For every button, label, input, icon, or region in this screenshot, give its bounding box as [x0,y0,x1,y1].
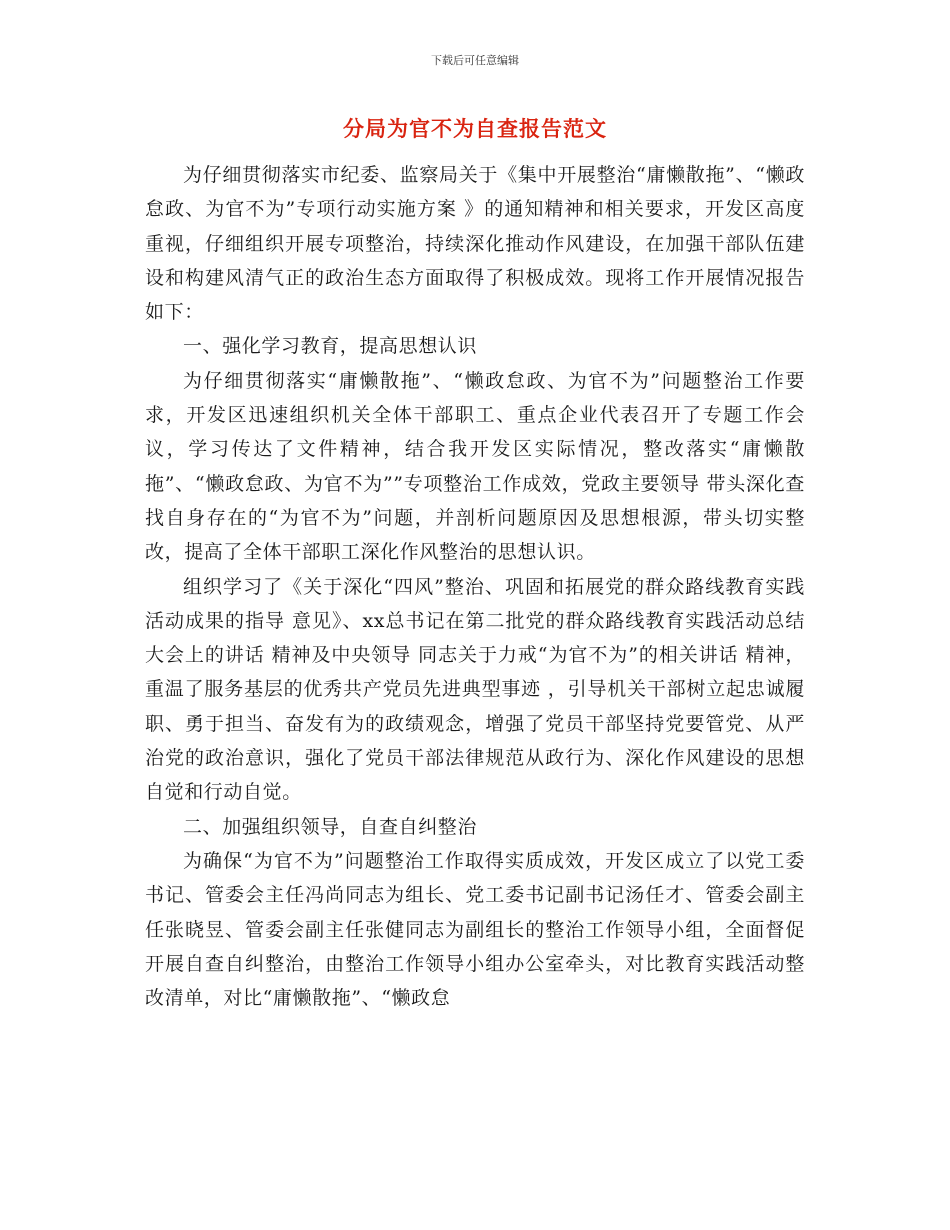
section-heading-2: 二、加强组织领导，自查自纠整治 [183,815,478,838]
section-heading-1: 一、强化学习教育，提高思想认识 [183,335,478,358]
body-paragraph: 为仔细贯彻落实“庸懒散拖”、“懒政怠政、为官不为”问题整治工作要求，开发区迅速组织机关全体干部职工、重点企业代表召开了专题工作会议，学习传达了文件精神，结合我开发区实际情况，整改落实“庸懒散拖”、“懒政怠政、为官不为””专项整治工作成效，党政主要领导 带头深化查找自身存在的“为官不为”问题，并剖析问题原因及思想根源，带头切实整改，提高了全体干部职工深化作风整治的思想认识。 [145,369,805,564]
document-body [145,158,805,1015]
body-paragraph: 组织学习了《关于深化“四风”整治、巩固和拓展党的群众路线教育实践活动成果的指导 意见》、xx总书记在第二批党的群众路线教育实践活动总结 大会上的讲话 精神及中央领导 同志关于力戒“为官不为”的相关讲话 精神，重温了服务基层的优秀共产党员先进典型事迹 ，引导机关干部树立起忠诚履职、勇于担当、奋发有为的政绩观念，增强了党员干部坚持党要管党、从严治党的政治意识，强化了党员干部法律规范从政行为、深化作风建设的思想自觉和行动自觉。 [145,575,805,804]
intro-paragraph: 为仔细贯彻落实市纪委、监察局关于《集中开展整治“庸懒散拖”、“懒政怠政、为官不为”专项行动实施方案 》的通知精神和相关要求，开发区高度重视，仔细组织开展专项整治，持续深化推动作风建设，在加强干部队伍建设和构建风清气正的政治生态方面取得了积极成效。现将工作开展情况报告 如下： [145,164,805,324]
body-paragraph: 为确保“为官不为”问题整治工作取得实质成效，开发区成立了以党工委书记、管委会主任冯尚同志为组长、党工委书记副书记汤任才、管委会副主任张晓昱、管委会副主任张健同志为副组长的整治工作领导小组，全面督促开展自查自纠整治，由整治工作领导小组办公室牵头，对比教育实践活动整改清单，对比“庸懒散拖”、“懒政怠 [145,849,805,1010]
document-title: 分局为官不为自查报告范文 [343,116,607,141]
header-note: 下载后可任意编辑 [431,54,519,67]
